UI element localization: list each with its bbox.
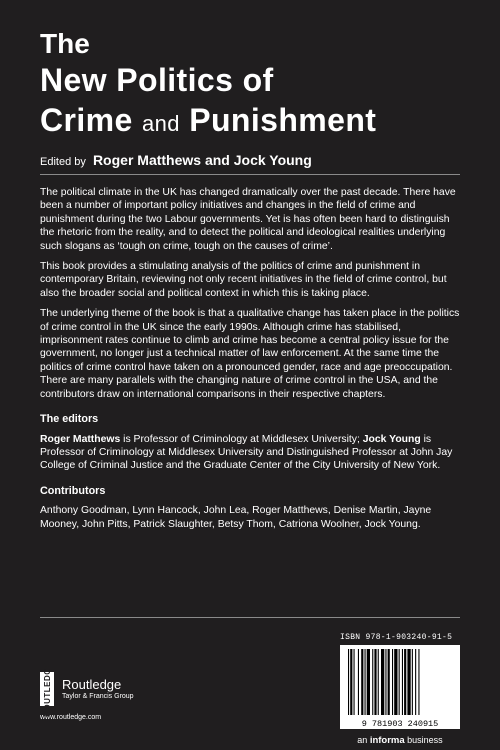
barcode-bar bbox=[350, 649, 352, 715]
publisher-url: www.routledge.com bbox=[40, 714, 102, 721]
barcode-bar bbox=[394, 649, 397, 715]
editors-heading: The editors bbox=[40, 413, 99, 426]
informa-tagline bbox=[340, 735, 460, 746]
publisher-block bbox=[40, 661, 134, 721]
book-title bbox=[40, 28, 376, 144]
barcode-bar bbox=[365, 649, 366, 715]
title-line-1: The bbox=[40, 28, 90, 59]
barcode-bar bbox=[418, 649, 419, 715]
editor-name-1: Roger Matthews bbox=[40, 433, 121, 445]
barcode-bar bbox=[407, 649, 410, 715]
publisher-name: Routledge bbox=[62, 676, 122, 692]
informa-suffix: business bbox=[404, 735, 443, 745]
title-divider bbox=[40, 174, 460, 175]
barcode-bar bbox=[354, 649, 355, 715]
editor-bio-1: is Professor of Criminology at Middlesex University; bbox=[120, 433, 363, 445]
edited-by-line bbox=[40, 152, 312, 168]
barcode-bar bbox=[385, 649, 386, 715]
barcode-digits: 9 781903 240915 bbox=[361, 719, 439, 729]
contributors-heading: Contributors bbox=[40, 484, 106, 497]
editor-name-2: Jock Young bbox=[362, 433, 421, 445]
title-punishment: Punishment bbox=[189, 102, 377, 138]
barcode-bar bbox=[358, 649, 359, 715]
editor-bio-2: is Professor of Criminology at Middlesex University and Distinguished Professor at John Jay College of Criminal Justice and the Graduate Center of the City University of New York. bbox=[40, 433, 453, 472]
title-and: and bbox=[142, 111, 180, 136]
barcode-bar bbox=[412, 649, 413, 715]
back-cover-blurb bbox=[40, 186, 460, 538]
barcode-bar bbox=[404, 649, 406, 715]
barcode-bar bbox=[399, 649, 400, 715]
blurb-paragraph-1: The political climate in the UK has changed dramatically over the past decade. There have been a number of important policy initiatives and changes in the field of crime and punishment during the two Labour governments. Yet is has often been hard to distinguish the rhetoric from the reality, and to detect the political and ideological realities underlying such slogans as ‘tough on crime, tough on the causes of crime’. bbox=[40, 187, 456, 252]
barcode-bars-icon bbox=[340, 645, 460, 729]
barcode-bar bbox=[348, 649, 349, 715]
title-line-2: New Politics of bbox=[40, 62, 274, 98]
blurb-paragraph-3: The underlying theme of the book is that a qualitative change has taken place in the politics of crime control in the UK since the early 1990s. Although crime has stabilised, imprisonment rates continue to climb and crime has become a central policy issue for the government, no longer just a technical matter of law enforcement. At the same time the politics of crime control have taken on a pronounced gender, race and age preoccupation. There are many parallels with the changing nature of crime control in the USA, and the contributors draw on international comparisons in their respective chapters. bbox=[40, 308, 460, 400]
informa-prefix: an bbox=[357, 735, 370, 745]
isbn-number: ISBN 978-1-903240-91-5 bbox=[340, 633, 453, 642]
informa-brand: informa bbox=[369, 735, 405, 746]
footer-divider bbox=[40, 617, 460, 618]
barcode-bar bbox=[374, 649, 376, 715]
routledge-mark-text: ROUTLEDGE bbox=[42, 661, 52, 717]
barcode-bar bbox=[378, 649, 379, 715]
barcode-bar bbox=[415, 649, 416, 715]
barcode-bar bbox=[388, 649, 390, 715]
editor-names: Roger Matthews and Jock Young bbox=[92, 152, 312, 168]
barcode-bar bbox=[372, 649, 373, 715]
barcode-bar bbox=[381, 649, 384, 715]
title-line-3 bbox=[40, 100, 376, 144]
barcode-bar bbox=[392, 649, 393, 715]
blurb-paragraph-2: This book provides a stimulating analysis of the politics of crime and punishment in contemporary Britain, reviewing not only recent initiatives in the field of crime control, but also the broader social and political context in which this is taking place. bbox=[40, 261, 447, 299]
title-crime: Crime bbox=[40, 102, 133, 138]
barcode-bar bbox=[367, 649, 370, 715]
barcode-bar bbox=[361, 649, 363, 715]
barcode bbox=[340, 645, 460, 729]
edited-by-prefix: Edited by bbox=[40, 156, 86, 168]
isbn-barcode-block bbox=[340, 633, 460, 746]
publisher-group: Taylor & Francis Group bbox=[62, 692, 134, 700]
routledge-mark-icon bbox=[40, 661, 54, 717]
contributors-list: Anthony Goodman, Lynn Hancock, John Lea, Roger Matthews, Denise Martin, Jayne Mooney, John Pitts, Patrick Slaughter, Betsy Thom, Catriona Woolner, Jock Young. bbox=[40, 505, 432, 530]
routledge-logo bbox=[40, 661, 134, 717]
barcode-bar bbox=[402, 649, 403, 715]
editors-bio bbox=[40, 433, 460, 473]
